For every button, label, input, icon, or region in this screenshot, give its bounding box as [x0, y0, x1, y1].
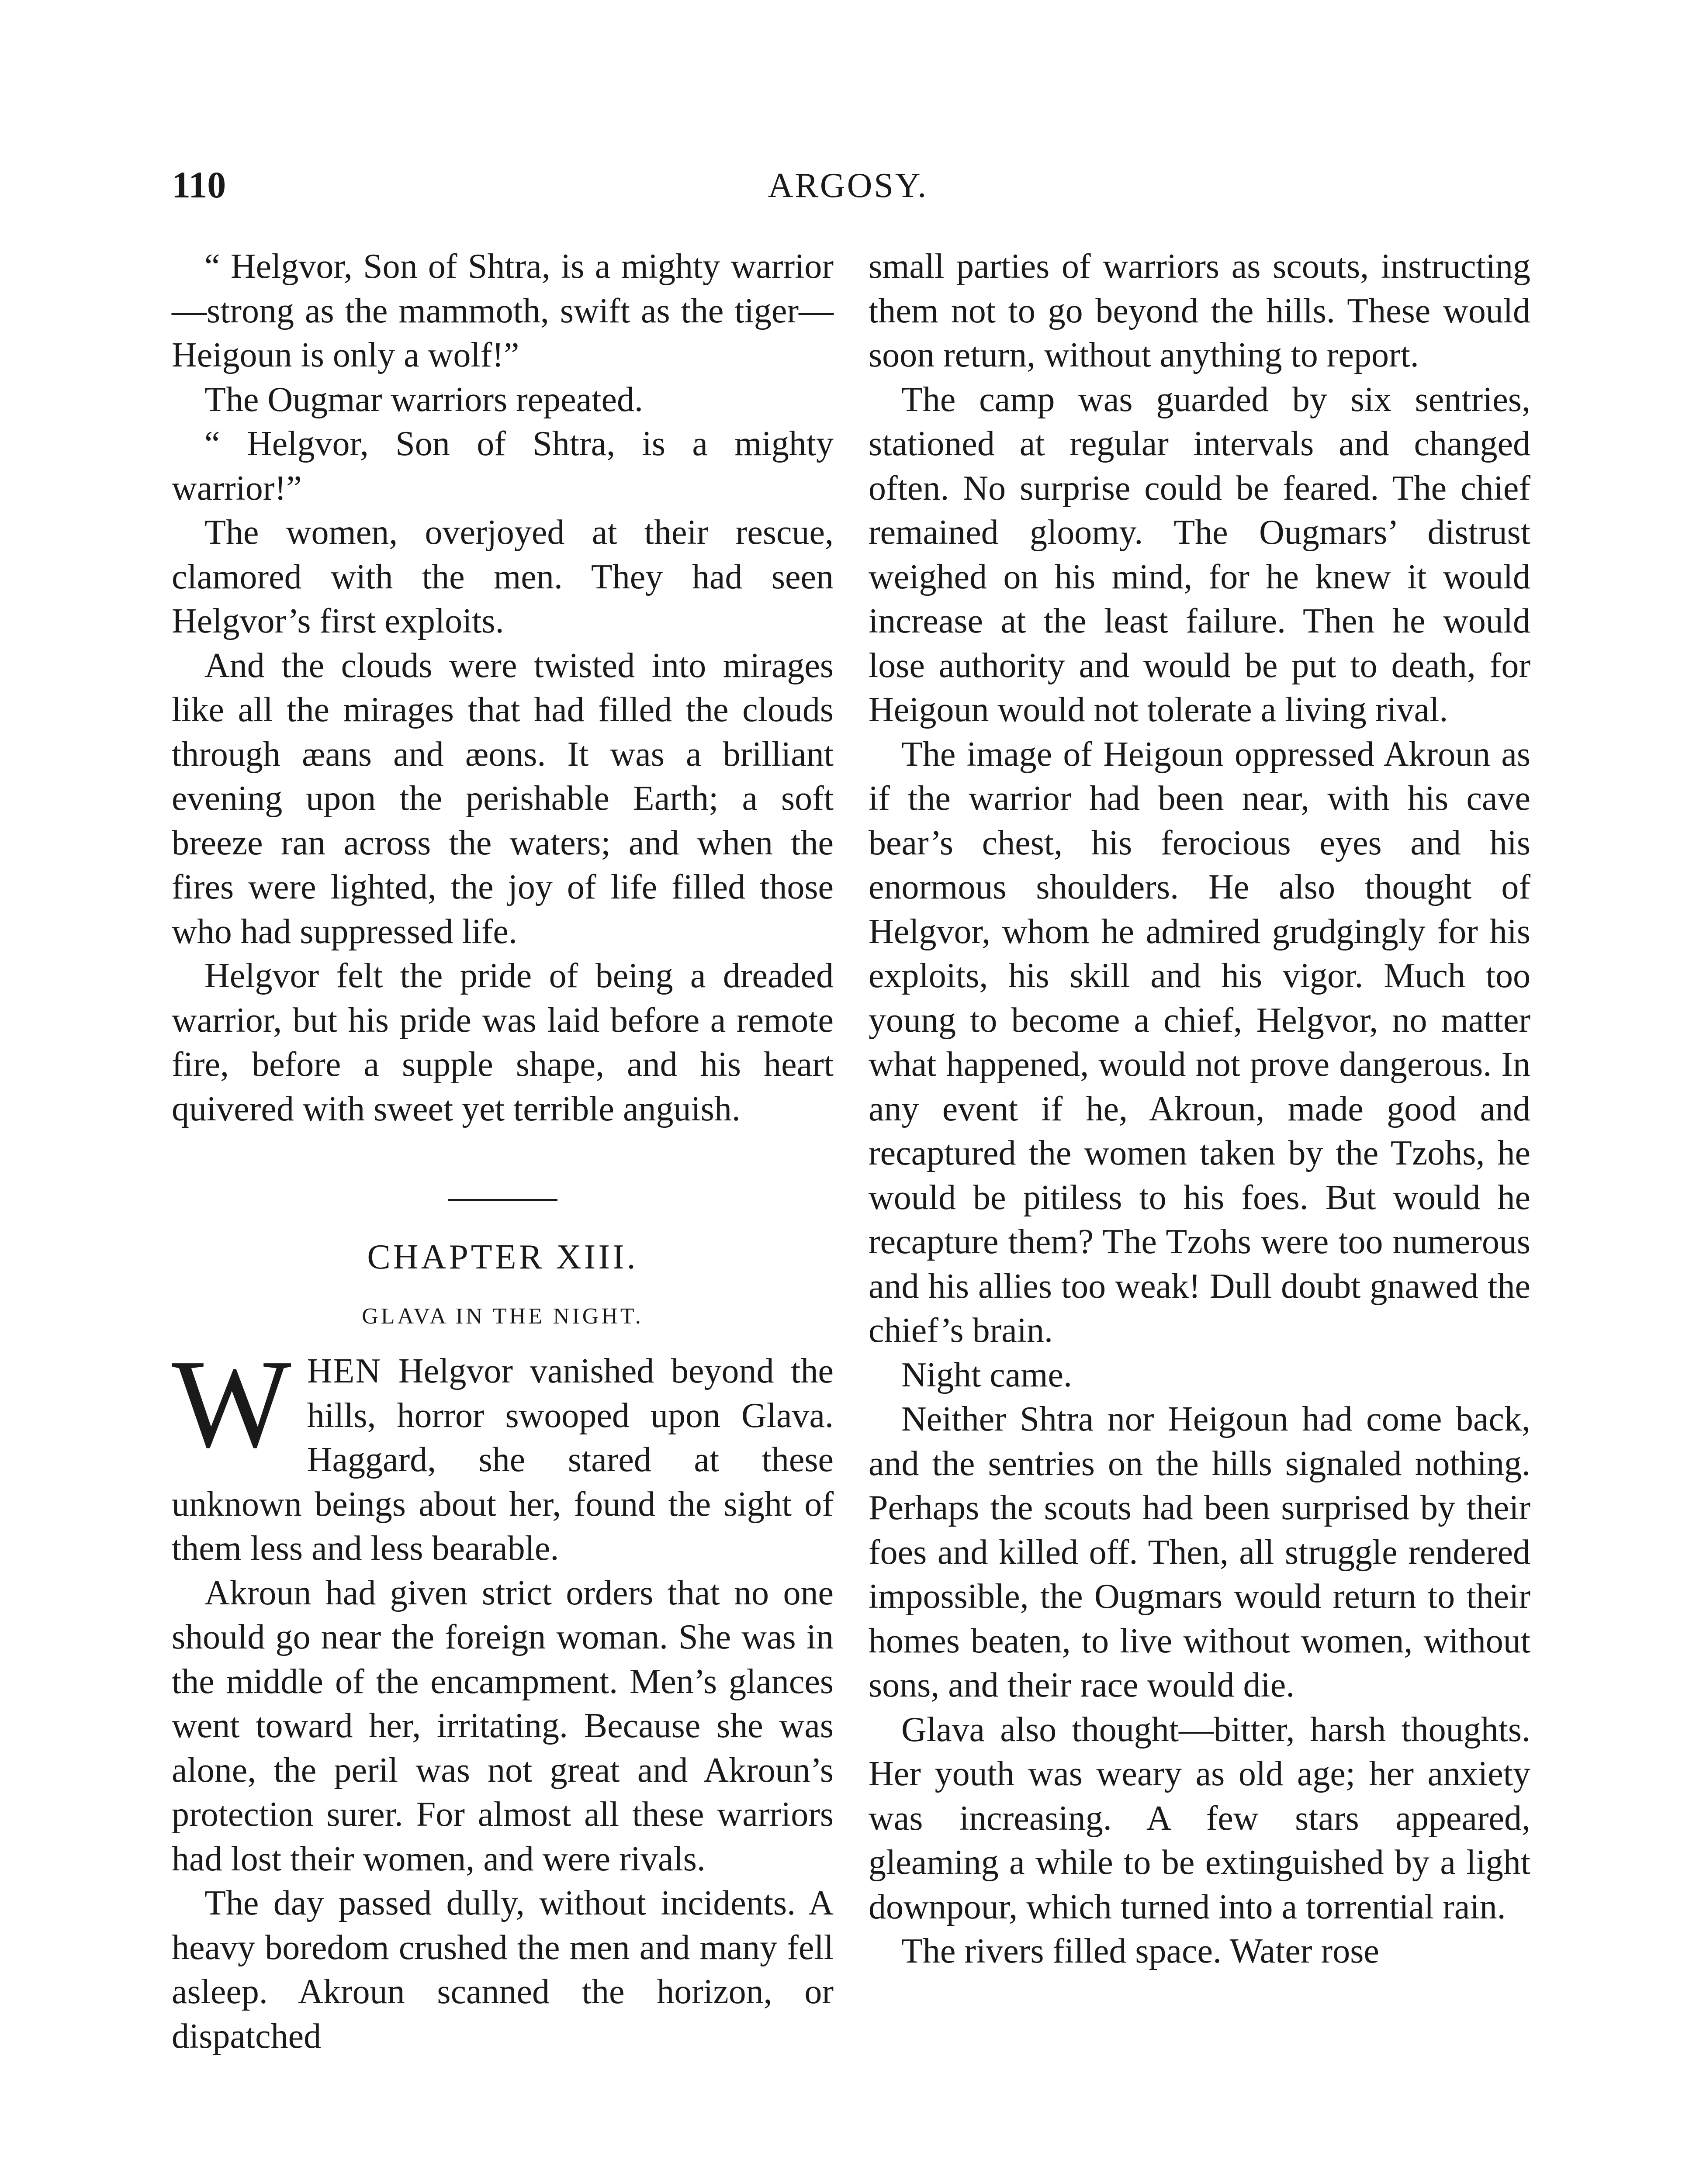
chapter-title: CHAPTER XIII. — [367, 1238, 638, 1276]
chapter-divider — [448, 1199, 557, 1201]
running-head: ARGOSY. — [768, 166, 928, 205]
paragraph: small parties of warriors as scouts, instructing them not to go beyond the hills. These would soon return, without anything to report. — [869, 247, 1530, 374]
chapter-subtitle: GLAVA IN THE NIGHT. — [362, 1304, 644, 1329]
paragraph: Glava also thought—bitter, harsh thoughts. Her youth was weary as old age; her anxiety was increasing. A few stars appeared, gleaming a while to be extinguished by a light downpour, which turned into a torrential rain. — [869, 1710, 1530, 1926]
paragraph: And the clouds were twisted into mirages like all the mirages that had filled the clouds through æans and æons. It was a brilliant evening upon the perishable Earth; a soft breeze ran across the waters; and when the fires were lighted, the joy of life filled those who had suppressed life. — [172, 646, 834, 951]
drop-cap: W — [172, 1334, 291, 1474]
left-column — [172, 245, 834, 2059]
opening-text: Helgvor vanished beyond the hills, horror swooped upon Glava. Haggard, she stared at these unknown beings about her, found the sight of them less and less bearable. — [172, 1352, 834, 1568]
chapter-opening-paragraph — [172, 1334, 834, 1571]
paragraph: Akroun had given strict orders that no one should go near the foreign woman. She was in the middle of the encampment. Men’s glances went toward her, irritating. Because she was alone, the peril was not great and Akroun’s protection surer. For almost all these warriors had lost their women, and were rivals. — [172, 1573, 834, 1878]
paragraph: The day passed dully, without incidents. A heavy boredom crushed the men and many fell asleep. Akroun scanned the horizon, or dispatched — [172, 1884, 834, 2056]
opening-small-caps: HEN — [307, 1352, 382, 1390]
paragraph: Neither Shtra nor Heigoun had come back, and the sentries on the hills signaled nothing. Perhaps the scouts had been surprised by their foes and killed off. Then, all struggle rendered impossible, the Ougmars would return to their homes beaten, to live without women, without sons, and their race would die. — [869, 1400, 1530, 1704]
paragraph: Night came. — [901, 1355, 1072, 1394]
page-number: 110 — [172, 164, 226, 206]
paragraph: The camp was guarded by six sentries, stationed at regular intervals and changed often. No surprise could be feared. The chief remained gloomy. The Ougmars’ distrust weighed on his mind, for he knew it would increase at the least failure. Then he would lose authority and would be put to death, for Heigoun would not tolerate a living rival. — [869, 380, 1530, 729]
paragraph: The rivers filled space. Water rose — [901, 1932, 1379, 1970]
paragraph: The women, overjoyed at their rescue, clamored with the men. They had seen Helgvor’s first exploits. — [172, 513, 834, 640]
paragraph: “ Helgvor, Son of Shtra, is a mighty warrior!” — [172, 425, 834, 508]
paragraph: The image of Heigoun oppressed Akroun as if the warrior had been near, with his cave bear’s chest, his ferocious eyes and his enormous shoulders. He also thought of Helgvor, whom he admired grudgingly for his exploits, his skill and his vigor. Much too young to become a chief, Helgvor, no matter what happened, would not prove dangerous. In any event if he, Akroun, made good and recaptured the women taken by the Tzohs, he would be pitiless to his foes. But would he recapture them? The Tzohs were too numerous and his allies too weak! Dull doubt gnawed the chief’s brain. — [869, 735, 1530, 1350]
right-column — [869, 245, 1530, 1974]
paragraph: “ Helgvor, Son of Shtra, is a mighty warrior—strong as the mammoth, swift as the tiger—Heigoun is only a wolf!” — [172, 247, 834, 374]
paragraph: Helgvor felt the pride of being a dreaded warrior, but his pride was laid before a remote fire, before a supple shape, and his heart quivered with sweet yet terrible anguish. — [172, 957, 834, 1128]
paragraph: The Ougmar warriors repeated. — [204, 380, 643, 419]
